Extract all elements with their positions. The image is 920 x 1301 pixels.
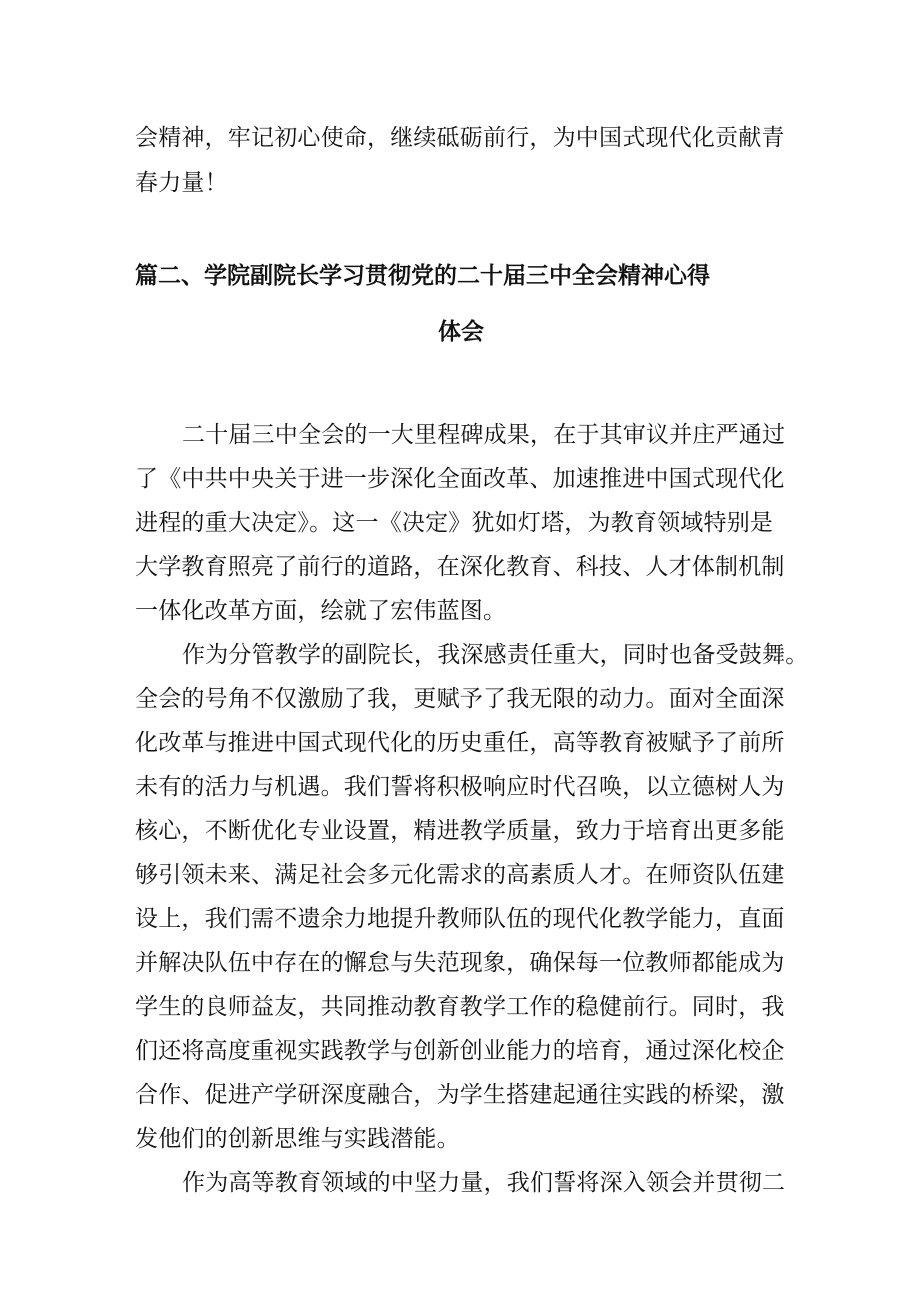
paragraph-1-line-5: 一体化改革方面，绘就了宏伟蓝图。 <box>135 598 507 624</box>
paragraph-3-line-1: 作为高等教育领域的中坚力量，我们誓将深入领会并贯彻二 <box>182 1170 786 1196</box>
paragraph-2-line-1: 作为分管教学的副院长，我深感责任重大，同时也备受鼓舞。 <box>182 642 809 668</box>
paragraph-2-line-8: 并解决队伍中存在的懈怠与失范现象，确保每一位教师都能成为 <box>135 950 785 976</box>
paragraph-2-line-12: 发他们的创新思维与实践潜能。 <box>135 1126 460 1152</box>
paragraph-1-line-4: 大学教育照亮了前行的道路，在深化教育、科技、人才体制机制 <box>135 554 785 580</box>
paragraph-2-line-9: 学生的良师益友，共同推动教育教学工作的稳健前行。同时，我 <box>135 994 785 1020</box>
paragraph-1-line-3: 进程的重大决定》。这一《决定》犹如灯塔，为教育领域特别是 <box>135 510 774 536</box>
paragraph-2-line-6: 够引领未来、满足社会多元化需求的高素质人才。在师资队伍建 <box>135 862 785 888</box>
section-title-line-2: 体会 <box>438 319 484 345</box>
paragraph-2-line-10: 们还将高度重视实践教学与创新创业能力的培育，通过深化校企 <box>135 1038 785 1064</box>
paragraph-2-line-11: 合作、促进产学研深度融合，为学生搭建起通往实践的桥梁，激 <box>135 1082 785 1108</box>
paragraph-2-line-5: 核心，不断优化专业设置，精进教学质量，致力于培育出更多能 <box>135 818 785 844</box>
section-title-line-1: 篇二、学院副院长学习贯彻党的二十届三中全会精神心得 <box>135 263 710 289</box>
paragraph-2-line-2: 全会的号角不仅激励了我，更赋予了我无限的动力。面对全面深 <box>135 686 785 712</box>
continuation-line-1: 会精神，牢记初心使命，继续砥砺前行，为中国式现代化贡献青 <box>135 125 785 151</box>
paragraph-2-line-3: 化改革与推进中国式现代化的历史重任，高等教育被赋予了前所 <box>135 730 785 756</box>
paragraph-2-line-7: 设上，我们需不遗余力地提升教师队伍的现代化教学能力，直面 <box>135 906 785 932</box>
paragraph-2-line-4: 未有的活力与机遇。我们誓将积极响应时代召唤，以立德树人为 <box>135 774 785 800</box>
continuation-line-2: 春力量！ <box>135 170 228 196</box>
paragraph-1-line-1: 二十届三中全会的一大里程碑成果，在于其审议并庄严通过 <box>182 422 786 448</box>
paragraph-1-line-2: 了《中共中央关于进一步深化全面改革、加速推进中国式现代化 <box>135 466 785 492</box>
